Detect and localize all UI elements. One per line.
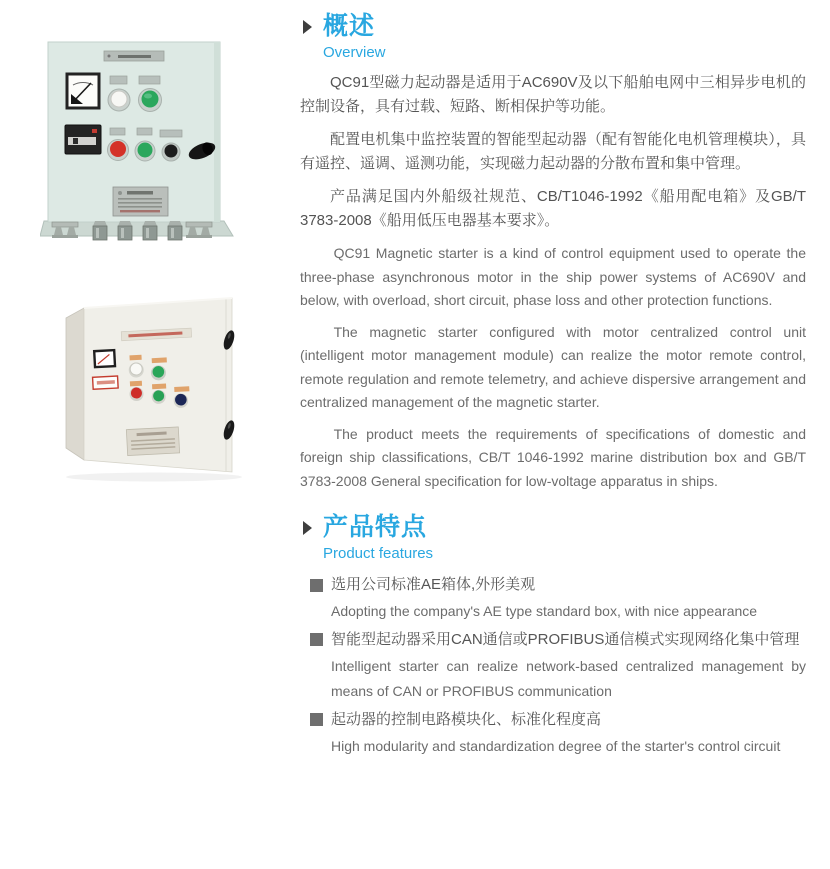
features-header	[300, 513, 806, 563]
green-pushbutton	[139, 89, 162, 112]
feature-bullet-icon	[310, 579, 323, 592]
panel-meter-icon	[94, 350, 115, 367]
green-pushbutton-2	[135, 141, 155, 161]
feature-en-text: Intelligent starter can realize network-based centralized management by means of CAN or PROFIBUS communication	[331, 657, 806, 699]
red-pushbutton	[108, 140, 129, 161]
overview-section	[300, 12, 806, 493]
feature-cn	[300, 572, 806, 598]
overview-header	[300, 12, 806, 62]
section-arrow-icon	[303, 20, 312, 34]
ammeter-icon	[67, 74, 99, 108]
control-box-perspective-illustration	[36, 274, 254, 486]
relay-module	[65, 125, 101, 154]
feature-bullet-icon	[310, 633, 323, 646]
overview-paragraph-cn: QC91型磁力起动器是适用于AC690V及以下船舶电网中三相异步电机的控制设备，具有过载、短路、断相保护等功能。	[300, 74, 806, 115]
white-pushbutton	[108, 89, 130, 111]
product-photo-perspective-view	[36, 274, 254, 491]
feature-cn	[300, 707, 806, 733]
overview-title-cn: 概述	[323, 12, 376, 40]
content-column	[300, 12, 806, 761]
feature-cn-text: 起动器的控制电路模块化、标准化程度高	[331, 710, 602, 728]
section-arrow-icon	[303, 521, 312, 535]
feature-en-text: High modularity and standardization degree of the starter's control circuit	[331, 737, 781, 754]
top-label-plate	[104, 51, 164, 61]
overview-paragraph-cn: 配置电机集中监控装置的智能型起动器（配有智能化电机管理模块），具有遥控、遥调、遥测功能，实现磁力起动器的分散布置和集中管理。	[300, 131, 806, 172]
overview-paragraph-en: The product meets the requirements of specifications of domestic and foreign ship classifications, CB/T 1046-1992 marine distribution box and GB/T 3783-2008 General specification for low-voltage apparatus in ships.	[300, 425, 806, 489]
product-photo-front-view	[40, 38, 236, 257]
feature-cn	[300, 627, 806, 653]
features-title-en: Product features	[323, 545, 434, 562]
features-section	[300, 513, 806, 759]
black-pushbutton	[162, 143, 180, 161]
nameplate	[113, 187, 168, 216]
feature-item	[300, 572, 806, 625]
features-list	[300, 572, 806, 759]
feature-en-text: Adopting the company's AE type standard box, with nice appearance	[331, 603, 758, 619]
feature-cn-text: 选用公司标准AE箱体,外形美观	[331, 576, 536, 593]
features-title-cn: 产品特点	[323, 513, 428, 541]
nameplate-2	[126, 427, 179, 456]
feature-cn-text: 智能型起动器采用CAN通信或PROFIBUS通信模式实现网络化集中管理	[331, 630, 800, 648]
overview-title-en: Overview	[323, 44, 386, 61]
feature-item	[300, 707, 806, 760]
control-box-front-illustration	[40, 38, 236, 252]
red-framed-plate	[93, 376, 119, 389]
overview-paragraph-en: QC91 Magnetic starter is a kind of control equipment used to operate the three-phase asynchronous motor in the ship power systems of AC690V and below, with overload, short circuit, phase loss and other protection functions.	[300, 245, 806, 308]
overview-paragraph-en: The magnetic starter configured with motor centralized control unit (intelligent motor management module) can realize the motor remote control, remote regulation and remote telemetry, and achieve dispersive arrangement and centralized management of the magnetic starter.	[300, 323, 806, 410]
feature-item	[300, 627, 806, 705]
overview-paragraph-cn: 产品满足国内外船级社规范、CB/T1046-1992《船用配电箱》及GB/T 3783-2008《船用低压电器基本要求》。	[300, 188, 806, 229]
feature-bullet-icon	[310, 713, 323, 726]
